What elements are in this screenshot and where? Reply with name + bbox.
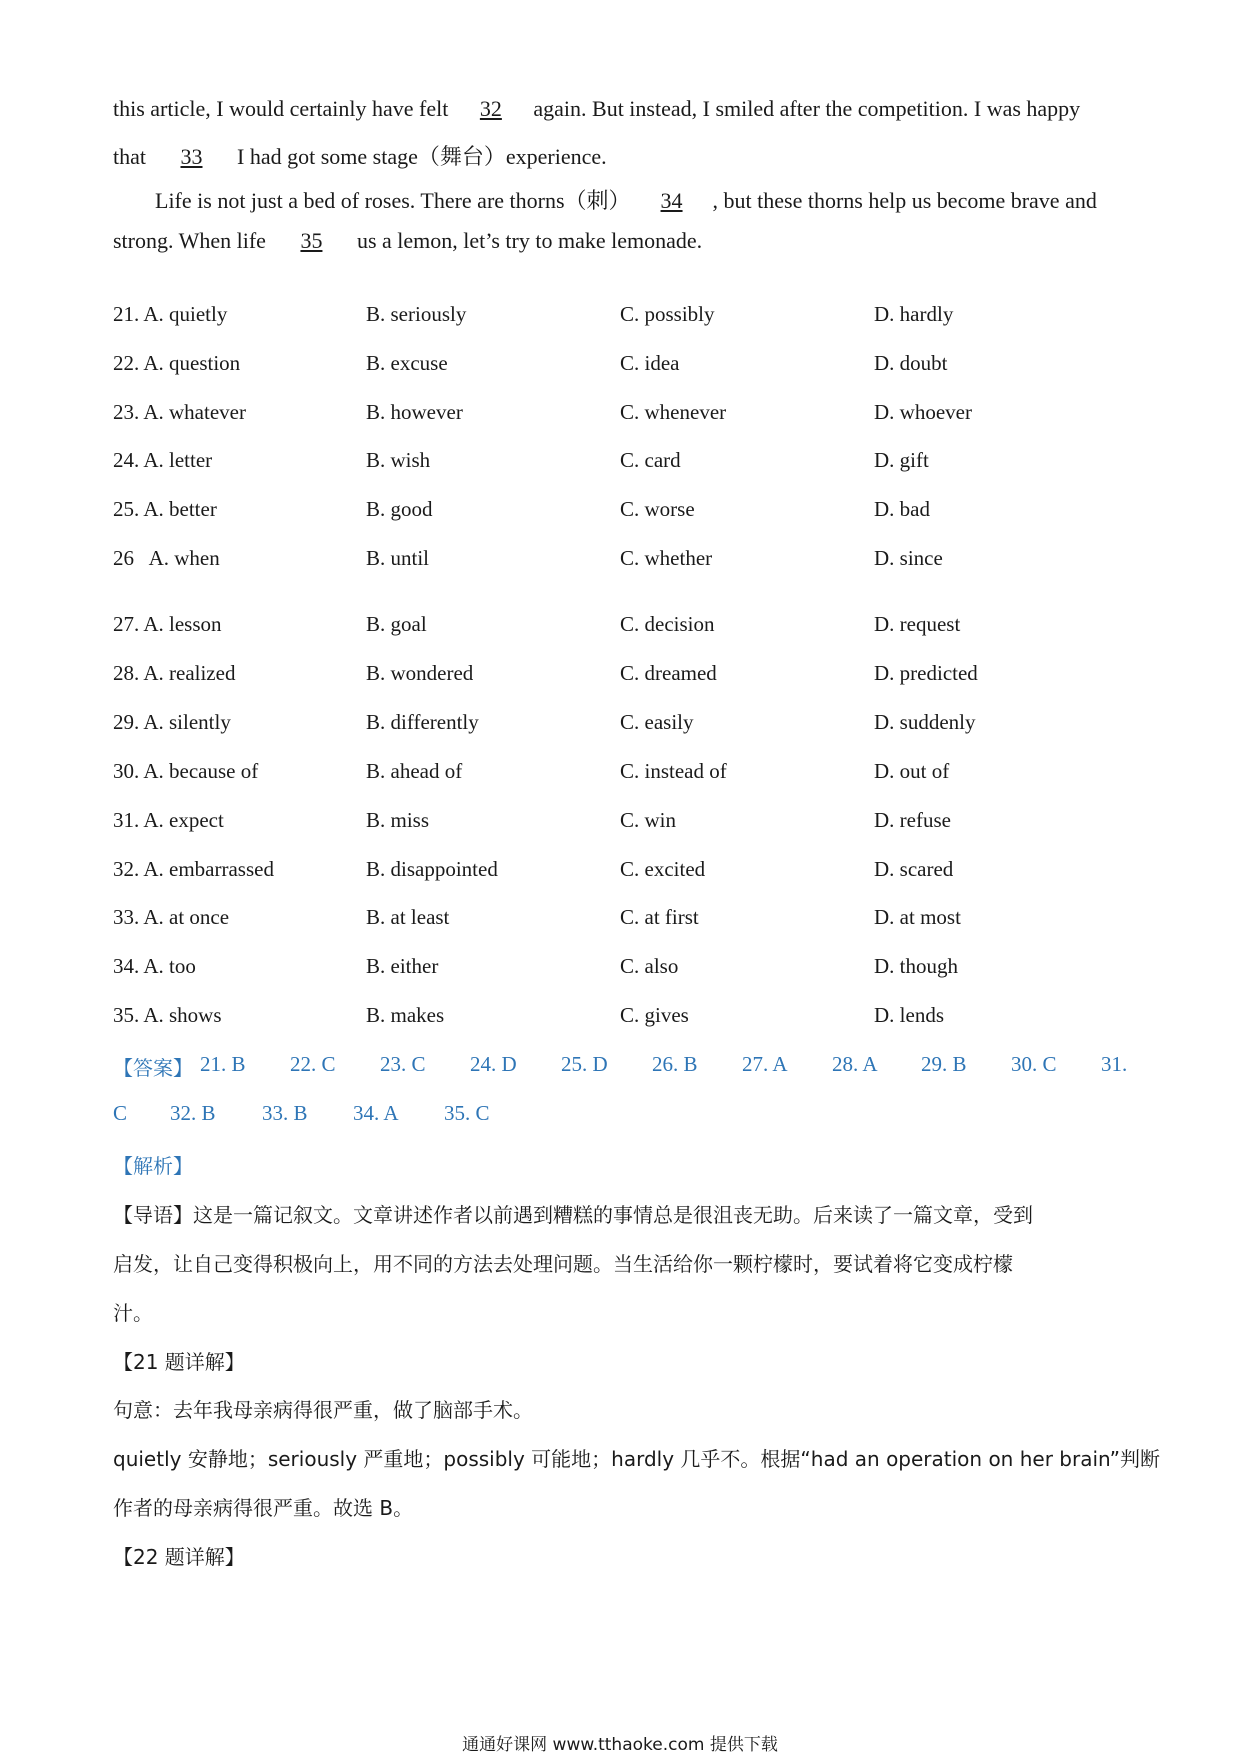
answer-item: 26. B <box>652 1052 698 1076</box>
answer-item: 33. B <box>262 1101 308 1125</box>
passage-line-4: strong. When life 35 us a lemon, let’s try to make lemonade. <box>113 228 703 253</box>
analysis-label: 【解析】 <box>113 1154 193 1178</box>
q23-option-a: 23. A. whatever <box>113 400 246 424</box>
answer-item: 24. D <box>470 1052 517 1076</box>
q22-option-a: 22. A. question <box>113 351 241 375</box>
q27-option-c: C. decision <box>620 612 715 636</box>
q24-option-c: C. card <box>620 448 681 472</box>
q26-option-c: C. whether <box>620 546 713 570</box>
answer-item: 35. C <box>444 1101 490 1125</box>
q29-option-b: B. differently <box>366 710 479 734</box>
passage-line-3: Life is not just a bed of roses. There are thorns（刺） 34 , but these thorns help us become brave and <box>155 188 1097 213</box>
passage-line-2: that 33 I had got some stage（舞台）experience. <box>113 144 607 169</box>
q32-option-d: D. scared <box>874 857 954 881</box>
blank-35: 35 <box>300 228 323 253</box>
passage-line-1: this article, I would certainly have felt 32 again. But instead, I smiled after the competition. I was happy <box>113 96 1081 121</box>
q35-option-a: 35. A. shows <box>113 1003 222 1027</box>
q27-option-b: B. goal <box>366 612 427 636</box>
q24-option-b: B. wish <box>366 448 431 472</box>
q21-option-b: B. seriously <box>366 302 467 326</box>
q34-option-b: B. either <box>366 954 439 978</box>
q28-option-b: B. wondered <box>366 661 474 685</box>
q23-option-c: C. whenever <box>620 400 727 424</box>
answer-item: 31. <box>1101 1052 1128 1076</box>
q21-meaning: 句意：去年我母亲病得很严重，做了脑部手术。 <box>113 1398 533 1422</box>
q35-option-c: C. gives <box>620 1003 689 1027</box>
q30-option-d: D. out of <box>874 759 950 783</box>
q34-option-c: C. also <box>620 954 679 978</box>
answer-item: 28. A <box>832 1052 878 1076</box>
q33-option-c: C. at first <box>620 905 699 929</box>
q27-option-a: 27. A. lesson <box>113 612 222 636</box>
footer-credit: 通通好课网 www.tthaoke.com 提供下载 <box>462 1735 778 1755</box>
answer-item: 23. C <box>380 1052 426 1076</box>
q33-option-a: 33. A. at once <box>113 905 230 929</box>
q25-option-d: D. bad <box>874 497 930 521</box>
q28-option-c: C. dreamed <box>620 661 717 685</box>
q34-option-d: D. though <box>874 954 958 978</box>
q31-option-a: 31. A. expect <box>113 808 224 832</box>
answer-item: 25. D <box>561 1052 608 1076</box>
answer-item: 34. A <box>353 1101 399 1125</box>
q29-option-c: C. easily <box>620 710 694 734</box>
q23-option-d: D. whoever <box>874 400 972 424</box>
q31-option-c: C. win <box>620 808 677 832</box>
answer-label: 【答案】 <box>113 1056 193 1080</box>
q21-option-c: C. possibly <box>620 302 715 326</box>
q21-option-a: 21. A. quietly <box>113 302 228 326</box>
q23-option-b: B. however <box>366 400 463 424</box>
q28-option-d: D. predicted <box>874 661 978 685</box>
q22-detail-title: 【22 题详解】 <box>113 1545 245 1569</box>
q24-option-a: 24. A. letter <box>113 448 213 472</box>
q35-option-b: B. makes <box>366 1003 445 1027</box>
q30-option-c: C. instead of <box>620 759 727 783</box>
q32-option-b: B. disappointed <box>366 857 498 881</box>
q25-option-a: 25. A. better <box>113 497 217 521</box>
q33-option-b: B. at least <box>366 905 450 929</box>
q32-option-a: 32. A. embarrassed <box>113 857 274 881</box>
q21-explanation-line-2: 作者的母亲病得很严重。故选 B。 <box>113 1496 414 1520</box>
q24-option-d: D. gift <box>874 448 929 472</box>
q35-option-d: D. lends <box>874 1003 944 1027</box>
q32-option-c: C. excited <box>620 857 706 881</box>
q31-option-d: D. refuse <box>874 808 951 832</box>
q31-option-b: B. miss <box>366 808 430 832</box>
q28-option-a: 28. A. realized <box>113 661 236 685</box>
q22-option-b: B. excuse <box>366 351 448 375</box>
answer-item: 21. B <box>200 1052 246 1076</box>
q26-option-d: D. since <box>874 546 943 570</box>
guide-line-2: 启发，让自己变得积极向上，用不同的方法去处理问题。当生活给你一颗柠檬时，要试着将它变成柠檬 <box>113 1252 1013 1276</box>
blank-34: 34 <box>660 188 683 213</box>
guide-line-1: 【导语】这是一篇记叙文。文章讲述作者以前遇到糟糕的事情总是很沮丧无助。后来读了一篇文章，受到 <box>113 1203 1033 1227</box>
q27-option-d: D. request <box>874 612 961 636</box>
q25-option-c: C. worse <box>620 497 695 521</box>
q26-option-a: 26 A. when <box>113 546 220 570</box>
blank-32: 32 <box>479 96 502 121</box>
answer-item: 22. C <box>290 1052 336 1076</box>
q33-option-d: D. at most <box>874 905 961 929</box>
q30-option-b: B. ahead of <box>366 759 463 783</box>
answer-item: 32. B <box>170 1101 216 1125</box>
q29-option-a: 29. A. silently <box>113 710 231 734</box>
q25-option-b: B. good <box>366 497 433 521</box>
q21-explanation-line-1: quietly 安静地；seriously 严重地；possibly 可能地；hardly 几乎不。根据“had an operation on her brain”判断 <box>113 1447 1160 1471</box>
guide-label: 【导语】 <box>113 1203 193 1227</box>
guide-line-3: 汁。 <box>113 1301 153 1325</box>
q29-option-d: D. suddenly <box>874 710 976 734</box>
answer-item: 30. C <box>1011 1052 1057 1076</box>
q22-option-c: C. idea <box>620 351 680 375</box>
blank-33: 33 <box>180 144 203 169</box>
answer-item: C <box>113 1101 128 1125</box>
q26-option-b: B. until <box>366 546 430 570</box>
answer-item: 27. A <box>742 1052 788 1076</box>
q22-option-d: D. doubt <box>874 351 948 375</box>
q21-detail-title: 【21 题详解】 <box>113 1350 245 1374</box>
q30-option-a: 30. A. because of <box>113 759 259 783</box>
q34-option-a: 34. A. too <box>113 954 196 978</box>
answer-item: 29. B <box>921 1052 967 1076</box>
q21-option-d: D. hardly <box>874 302 954 326</box>
